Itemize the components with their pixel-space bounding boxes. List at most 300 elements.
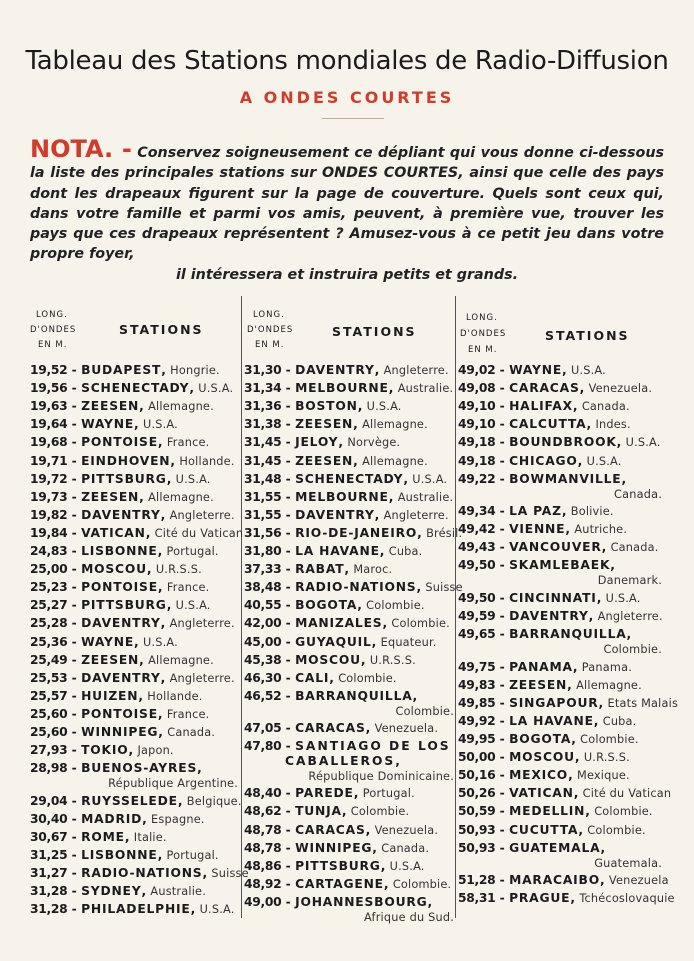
wavelength: 19,56 — [30, 381, 68, 396]
station-row — [458, 891, 675, 906]
station-country: Venezuela. — [374, 722, 439, 736]
wavelength: 50,16 — [458, 768, 496, 783]
separator: , — [128, 743, 138, 758]
station-city: WAYNE — [81, 634, 135, 649]
wavelength: 49,50 — [458, 590, 496, 605]
station-row — [30, 616, 238, 631]
separator: - — [495, 399, 510, 414]
station-city: ZEESEN — [81, 652, 140, 667]
station-country: Tchécoslovaquie — [579, 892, 675, 906]
station-row — [244, 417, 454, 432]
wavelength: 19,71 — [30, 453, 68, 468]
separator: - — [281, 688, 296, 703]
separator: , — [610, 558, 615, 573]
station-city: MEXICO — [509, 768, 569, 783]
station-city: ZEESEN — [81, 489, 140, 504]
station-city: PAREDE — [295, 786, 354, 801]
separator: - — [281, 894, 296, 909]
station-city: LA HAVANE — [295, 544, 380, 558]
station-country: Colombie. — [587, 823, 646, 837]
station-city: CARACAS — [295, 822, 366, 837]
station-city: SCHENECTADY — [81, 381, 190, 396]
separator: , — [353, 417, 363, 432]
station-country: Colombie. — [391, 617, 450, 631]
wavelength: 19,72 — [30, 471, 68, 486]
wavelength: 19,68 — [30, 435, 68, 450]
station-row — [244, 381, 454, 396]
station-country: France. — [166, 436, 210, 450]
station-country: Angleterre. — [597, 610, 663, 623]
separator: , — [621, 471, 627, 486]
column-header — [30, 308, 238, 358]
station-country: Colombie. — [603, 643, 662, 657]
station-city: RADIO-NATIONS — [81, 866, 203, 881]
separator: , — [341, 804, 351, 819]
station-row — [458, 417, 662, 432]
wavelength: 31,27 — [30, 866, 68, 881]
header-enm: EN M. — [38, 340, 68, 350]
separator: , — [157, 706, 167, 721]
station-country: Italie. — [133, 830, 167, 844]
separator: , — [161, 363, 171, 377]
separator: - — [67, 544, 82, 558]
header-stations: STATIONS — [332, 324, 417, 339]
station-row — [30, 525, 244, 541]
station-row — [30, 653, 238, 668]
separator: , — [157, 580, 167, 595]
station-row — [458, 472, 662, 502]
wavelength: 31,55 — [244, 507, 282, 522]
station-row — [244, 877, 454, 892]
header-long: LONG. — [36, 310, 68, 320]
header-ondes: D'ONDES — [247, 325, 294, 335]
station-city: PONTOISE — [81, 706, 158, 721]
station-city: BOWMANVILLE — [509, 471, 622, 486]
separator: - — [495, 627, 510, 642]
separator: , — [371, 634, 381, 649]
separator: , — [372, 840, 382, 855]
separator: , — [157, 848, 167, 862]
station-country: U.S.A. — [366, 400, 402, 414]
wavelength: 31,48 — [244, 471, 282, 486]
station-country: Suisse — [425, 581, 463, 595]
wavelength: 42,00 — [244, 616, 282, 631]
separator: , — [139, 399, 149, 414]
wavelength: 48,62 — [244, 804, 282, 819]
separator: , — [329, 670, 339, 685]
wavelength: 31,38 — [244, 417, 282, 432]
separator: - — [67, 381, 82, 396]
wavelength: 25,36 — [30, 634, 68, 649]
column-3 — [458, 308, 679, 906]
station-country: U.S.A. — [412, 472, 448, 486]
wavelength: 49,83 — [458, 677, 496, 692]
station-row — [244, 435, 454, 450]
station-city: BARRANQUILLA — [509, 627, 627, 642]
station-row — [244, 562, 454, 577]
station-country: Colombie. — [580, 733, 639, 746]
separator: - — [495, 873, 510, 888]
separator: - — [67, 725, 82, 739]
header-enm: EN M. — [255, 340, 285, 350]
separator: - — [67, 634, 82, 649]
station-country: Colombie. — [392, 877, 452, 891]
station-row — [244, 689, 454, 719]
station-city: RIO-DE-JANEIRO — [295, 525, 418, 540]
separator: - — [67, 884, 82, 899]
station-country: Colombie. — [594, 805, 653, 819]
station-row — [458, 732, 662, 747]
separator: , — [601, 540, 611, 555]
station-city: CARACAS — [295, 721, 366, 736]
separator: , — [382, 616, 392, 631]
station-country: U.S.A. — [175, 472, 211, 486]
separator: - — [67, 453, 82, 468]
separator: , — [577, 453, 587, 468]
separator: , — [166, 598, 176, 613]
wavelength: 47,80 — [244, 739, 282, 754]
station-country: Japon. — [137, 744, 174, 758]
separator: , — [416, 580, 426, 595]
separator: , — [177, 793, 187, 808]
separator: , — [579, 381, 589, 396]
separator: , — [189, 381, 199, 396]
wavelength: 31,80 — [244, 544, 282, 558]
wavelength: 49,22 — [458, 471, 496, 486]
station-row — [458, 504, 662, 519]
station-row — [458, 381, 662, 396]
station-country: Portugal. — [166, 545, 219, 558]
station-row — [30, 544, 238, 559]
header-long: LONG. — [466, 313, 498, 323]
nota-paragraph — [30, 135, 665, 285]
separator: , — [360, 652, 370, 667]
separator: - — [495, 786, 510, 801]
station-city: LA HAVANE — [509, 713, 594, 728]
separator: , — [139, 489, 149, 504]
station-country: Canada. — [581, 400, 630, 414]
wavelength: 19,84 — [30, 525, 68, 540]
column-header — [244, 308, 454, 358]
wavelength: 49,75 — [458, 659, 496, 674]
station-country: Hollande. — [179, 454, 235, 468]
wavelength: 49,10 — [458, 417, 496, 432]
station-city: WAYNE — [81, 417, 135, 432]
station-row — [458, 786, 672, 801]
station-row — [458, 750, 662, 765]
station-country: Indes. — [595, 418, 631, 432]
station-city: SKAMLEBAEK — [509, 558, 611, 573]
separator: - — [67, 507, 82, 522]
wavelength: 37,33 — [244, 562, 282, 577]
nota-last-line: il intéressera et instruira petits et grands. — [175, 266, 519, 283]
separator: , — [427, 894, 433, 909]
separator: , — [565, 522, 575, 537]
station-city: BOUNDBROOK — [509, 435, 617, 450]
separator: , — [383, 876, 393, 891]
separator: - — [281, 670, 296, 685]
separator: , — [139, 652, 149, 667]
separator: , — [145, 525, 155, 540]
station-country: Canada. — [610, 541, 659, 555]
station-country: Maroc. — [353, 563, 393, 577]
wavelength: 38,48 — [244, 580, 282, 595]
separator: , — [344, 562, 354, 577]
wavelength: 49,02 — [458, 363, 496, 377]
separator: - — [67, 743, 82, 758]
separator: - — [281, 562, 296, 577]
station-row — [30, 598, 238, 613]
station-country: Colombie. — [350, 805, 410, 819]
station-row — [244, 508, 454, 523]
column-2 — [244, 308, 463, 924]
wavelength: 49,50 — [458, 558, 496, 573]
station-city: ZEESEN — [509, 677, 568, 692]
separator: , — [134, 634, 143, 649]
station-country: Colombie. — [395, 704, 454, 718]
station-country: Venezuela. — [588, 382, 653, 396]
station-country: Colombie. — [366, 599, 425, 613]
wavelength: 50,26 — [458, 786, 496, 801]
station-city: DAVENTRY — [81, 616, 161, 631]
separator: , — [571, 732, 581, 746]
separator: , — [417, 525, 427, 540]
station-city: MELBOURNE — [295, 489, 389, 504]
separator: - — [67, 902, 82, 917]
separator: - — [67, 829, 82, 844]
station-city: VIENNE — [509, 522, 566, 537]
separator: , — [138, 688, 148, 703]
separator: , — [141, 884, 151, 899]
station-row — [244, 721, 454, 736]
station-city: SANTIAGO DE LOS — [295, 739, 451, 754]
wavelength: 50,00 — [458, 750, 496, 765]
station-row — [244, 490, 454, 505]
station-row — [30, 761, 238, 791]
subtitle-rule — [322, 118, 384, 119]
station-country: Afrique du Sud. — [364, 910, 454, 924]
station-city: DAVENTRY — [81, 670, 161, 685]
station-row — [458, 558, 662, 588]
separator: - — [495, 695, 510, 710]
separator: - — [67, 525, 82, 540]
wavelength: 30,40 — [30, 811, 68, 826]
station-country: Portugal. — [362, 787, 415, 801]
station-row — [458, 609, 662, 624]
wavelength: 31,30 — [244, 363, 282, 377]
wavelength: 48,92 — [244, 876, 282, 891]
station-country: Panama. — [581, 660, 633, 674]
station-country: U.S.A. — [142, 635, 178, 649]
separator: - — [495, 558, 510, 573]
wavelength: 46,30 — [244, 670, 282, 685]
station-city: MEDELLIN — [509, 804, 586, 819]
separator: , — [160, 670, 170, 685]
station-country: Espagne. — [151, 812, 205, 826]
separator: - — [495, 891, 510, 906]
wavelength: 49,08 — [458, 381, 496, 396]
station-row — [30, 743, 238, 758]
wavelength: 25,53 — [30, 670, 68, 685]
separator: - — [67, 489, 82, 504]
header-stations: STATIONS — [545, 328, 630, 343]
separator: - — [67, 580, 82, 595]
separator: - — [495, 732, 510, 746]
station-country: U.S.A. — [175, 599, 211, 613]
station-row — [244, 895, 454, 925]
separator: - — [67, 652, 82, 667]
separator: , — [570, 891, 580, 906]
station-row — [30, 671, 238, 686]
station-row — [30, 490, 238, 505]
station-city: SINGAPOUR — [509, 695, 599, 710]
separator: - — [67, 811, 82, 826]
separator: , — [573, 786, 583, 801]
station-city: JELOY — [295, 435, 339, 450]
station-city: WAYNE — [509, 363, 563, 377]
separator: , — [338, 435, 348, 450]
separator: - — [67, 706, 82, 721]
station-row — [458, 714, 662, 729]
separator: , — [586, 417, 596, 432]
separator: , — [585, 804, 595, 819]
wavelength: 50,93 — [458, 840, 496, 855]
separator: - — [67, 598, 82, 613]
separator: - — [281, 786, 296, 801]
separator: - — [67, 399, 82, 414]
station-city: MANIZALES — [295, 616, 383, 631]
separator: - — [281, 507, 296, 522]
station-country: U.S.A. — [605, 591, 641, 605]
separator: , — [616, 435, 626, 450]
station-country: Autriche. — [574, 523, 628, 537]
station-row — [30, 884, 238, 899]
separator: , — [388, 489, 398, 504]
station-country: Cité du Vatican — [154, 526, 244, 540]
station-city: TOKIO — [81, 743, 129, 758]
station-city: LISBONNE — [81, 848, 158, 862]
separator: - — [495, 822, 510, 837]
station-city: BUDAPEST — [81, 363, 162, 377]
station-country: U.R.S.S. — [369, 653, 416, 667]
station-country: Australie. — [397, 382, 454, 396]
separator: , — [574, 750, 584, 765]
station-city: MOSCOU — [295, 652, 361, 667]
station-city: EINDHOVEN — [81, 453, 171, 468]
separator: - — [281, 616, 296, 631]
wavelength: 25,23 — [30, 580, 68, 595]
separator: - — [281, 804, 296, 819]
station-row — [244, 580, 463, 595]
station-country: Canada. — [381, 841, 430, 855]
wavelength: 30,67 — [30, 829, 68, 844]
station-row — [30, 381, 238, 396]
separator: - — [495, 609, 510, 623]
station-row — [244, 454, 454, 469]
separator: - — [67, 793, 82, 808]
station-row — [244, 841, 454, 856]
station-country: Angleterre. — [169, 508, 235, 522]
station-country: Venezuela. — [374, 823, 439, 837]
wavelength: 58,31 — [458, 891, 496, 906]
separator: - — [67, 866, 82, 881]
station-country: U.S.A. — [199, 903, 235, 917]
separator: , — [388, 381, 398, 396]
separator: - — [67, 616, 82, 631]
column-1 — [30, 308, 249, 917]
wavelength: 49,42 — [458, 522, 496, 537]
separator: , — [567, 677, 577, 692]
separator: - — [67, 848, 82, 862]
station-row — [458, 363, 662, 378]
station-row — [30, 635, 238, 650]
station-city: PHILADELPHIE — [81, 902, 191, 917]
wavelength: 49,95 — [458, 732, 496, 746]
station-country: Belgique. — [186, 794, 242, 808]
station-row — [458, 695, 679, 711]
station-city: HALIFAX — [509, 399, 573, 414]
wavelength: 28,98 — [30, 761, 68, 776]
separator: , — [600, 840, 606, 855]
separator: - — [281, 399, 296, 414]
wavelength: 25,60 — [30, 725, 68, 739]
station-city: RADIO-NATIONS — [295, 580, 417, 595]
station-country: Australie. — [397, 490, 454, 504]
separator: - — [67, 363, 82, 377]
wavelength: 45,38 — [244, 652, 282, 667]
station-country: Allemagne. — [362, 418, 428, 432]
station-country: U.S.A. — [142, 418, 178, 432]
station-city: ROME — [81, 829, 125, 844]
station-row — [458, 454, 662, 469]
wavelength: 19,52 — [30, 363, 68, 377]
station-city: BOGOTA — [295, 598, 358, 613]
separator: , — [598, 695, 608, 710]
station-row — [458, 823, 662, 838]
station-city: TUNJA — [295, 804, 342, 819]
wavelength: 50,59 — [458, 804, 496, 819]
separator: - — [281, 652, 296, 667]
wavelength: 50,93 — [458, 822, 496, 837]
separator: , — [124, 829, 134, 844]
station-country: Canada. — [167, 726, 216, 739]
separator: , — [572, 659, 582, 674]
separator: , — [166, 471, 176, 486]
separator: - — [281, 580, 296, 595]
wavelength: 31,36 — [244, 399, 282, 414]
station-row — [30, 562, 238, 577]
station-city: DAVENTRY — [81, 507, 161, 522]
station-city: BOGOTA — [509, 732, 572, 746]
station-city: CHICAGO — [509, 453, 578, 468]
station-row — [30, 417, 238, 432]
separator: , — [568, 768, 578, 783]
station-row — [244, 653, 454, 668]
station-row — [30, 830, 238, 845]
station-country: Colombie. — [338, 671, 397, 685]
station-city: PITTSBURG — [81, 471, 167, 486]
station-country: Venezuela — [608, 874, 669, 888]
wavelength: 49,18 — [458, 435, 496, 450]
separator: , — [353, 453, 363, 468]
separator: - — [495, 522, 510, 537]
separator: , — [353, 786, 363, 801]
separator: - — [495, 677, 510, 692]
station-row — [458, 873, 669, 888]
station-country: U.S.A. — [570, 364, 606, 377]
separator: - — [281, 858, 296, 873]
wavelength: 31,28 — [30, 884, 68, 899]
